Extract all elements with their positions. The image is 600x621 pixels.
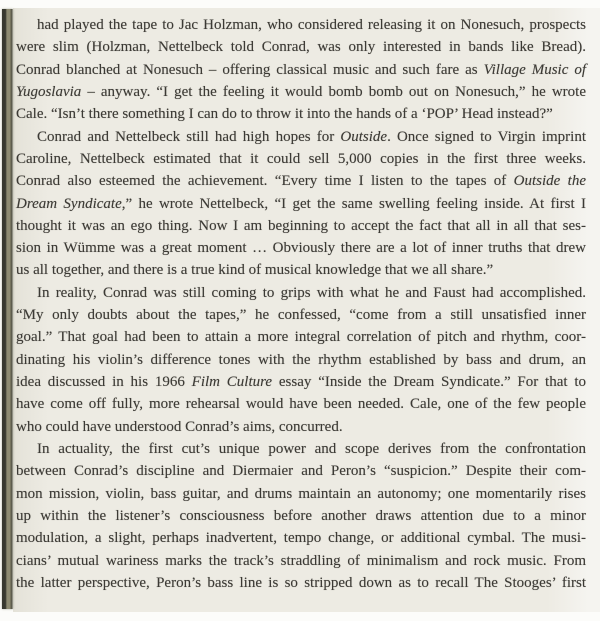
text-line <box>16 527 586 549</box>
italic-text-run: Outside <box>340 128 388 145</box>
text-line <box>16 326 586 348</box>
text-run: dinating his violin’s difference tones with the rhythm established by bass and drum, an <box>16 351 586 368</box>
text-run: have come off fully, more rehearsal would have been needed. Cale, one of the few people <box>16 396 586 413</box>
text-line <box>16 148 586 170</box>
text-line <box>16 371 586 393</box>
text-line <box>16 304 586 326</box>
text-run: idea discussed in his 1966 <box>16 374 192 390</box>
text-run: the latter perspective, Peron’s bass line is so stripped down as to recall The Stooges’ first <box>16 574 586 591</box>
text-run: Conrad blanched at Nonesuch – offering classical music and such fare as <box>16 61 484 78</box>
text-run: up within the listener’s consciousness before another draws attention due to a minor <box>16 507 586 524</box>
text-line <box>16 349 586 371</box>
text-run: sion in Wümme was a great moment … Obviously there are a lot of inner truths that drew <box>16 240 586 257</box>
italic-text-run: Village Music of <box>483 61 586 78</box>
text-run: . Once signed to Virgin imprint <box>387 128 586 145</box>
text-line <box>16 59 586 81</box>
text-run: Cale. “Isn’t there something I can do to throw it into the hands of a ‘POP’ Head instead?” <box>16 106 553 123</box>
page-text <box>16 14 586 594</box>
text-line <box>16 282 586 304</box>
text-line <box>16 550 586 572</box>
text-run: us all together, and there is a true kind of musical knowledge that we all share.” <box>16 262 494 279</box>
text-line <box>16 103 586 125</box>
italic-text-run: Yugoslavia <box>16 83 82 100</box>
text-run: In actuality, the first cut’s unique power and scope derives from the confrontation <box>37 440 586 457</box>
paragraph-1 <box>16 14 586 126</box>
text-line <box>16 170 586 192</box>
text-run: had played the tape to Jac Holzman, who considered releasing it on Nonesuch, prospects <box>37 17 586 33</box>
text-run: In reality, Conrad was still coming to grips with what he and Faust had accomplished. <box>37 284 586 301</box>
text-run: Caroline, Nettelbeck estimated that it could sell 5,000 copies in the first three weeks. <box>16 150 586 167</box>
text-run: thought it was an ego thing. Now I am beginning to accept the fact that all in all that ses- <box>16 217 586 234</box>
book-spine-edge <box>2 9 13 609</box>
text-line <box>16 81 586 103</box>
text-run: between Conrad’s discipline and Diermaier and Peron’s “suspicion.” Despite their com- <box>16 463 586 480</box>
text-line <box>16 126 586 148</box>
text-line <box>16 193 586 215</box>
text-line <box>16 505 586 527</box>
text-run: goal.” That goal had been to attain a more integral correlation of pitch and rhythm, coor- <box>16 329 586 346</box>
text-run: cians’ mutual wariness marks the track’s straddling of minimalism and rock music. From <box>16 552 586 569</box>
italic-text-run: Outside the <box>513 173 586 190</box>
text-line <box>16 237 586 259</box>
text-line <box>16 36 586 58</box>
text-run: modulation, a slight, perhaps inadvertent, tempo change, or additional cymbal. The musi- <box>16 530 586 547</box>
text-line <box>16 259 586 281</box>
text-run: “My only doubts about the tapes,” he confessed, “come from a still unsatisfied inner <box>16 307 586 324</box>
paragraph-2 <box>16 126 586 282</box>
paragraph-3 <box>16 282 586 438</box>
text-line <box>16 393 586 415</box>
text-line <box>16 483 586 505</box>
text-line <box>16 416 586 438</box>
text-run: Conrad also esteemed the achievement. “Every time I listen to the tapes of <box>16 173 514 190</box>
text-run: who could have understood Conrad’s aims, concurred. <box>16 418 343 435</box>
text-run: essay “Inside the Dream Syndicate.” For that to <box>272 374 587 390</box>
text-run: Conrad and Nettelbeck still had high hopes for <box>37 128 341 145</box>
text-line <box>16 215 586 237</box>
text-run: mon mission, violin, bass guitar, and drums maintain an autonomy; one momentarily rises <box>16 485 586 502</box>
paragraph-4 <box>16 438 586 594</box>
text-line <box>16 438 586 460</box>
italic-text-run: Dream Syndicate <box>16 195 122 212</box>
text-line <box>16 572 586 594</box>
italic-text-run: Film Culture <box>191 374 273 390</box>
text-run: ,” he wrote Nettelbeck, “I get the same swelling feeling inside. At first I <box>121 195 586 212</box>
text-line <box>16 460 586 482</box>
text-run: were slim (Holzman, Nettelbeck told Conrad, was only interested in bands like Bread). <box>16 39 586 56</box>
text-run: – anyway. “I get the feeling it would bomb bomb out on Nonesuch,” he wrote <box>81 83 586 100</box>
text-line <box>16 14 586 36</box>
